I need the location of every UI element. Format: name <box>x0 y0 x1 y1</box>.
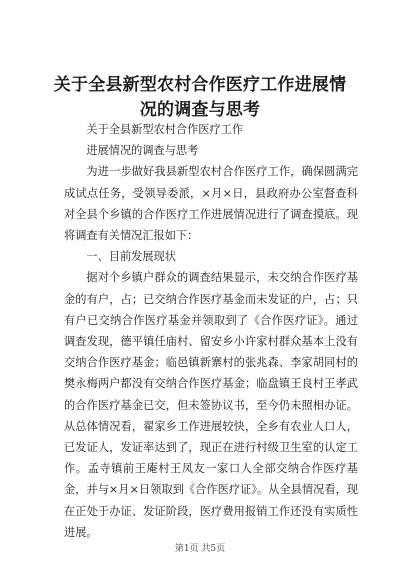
document-body <box>64 119 358 543</box>
body-paragraph: 据对个乡镇户群众的调查结果显示，未交纳合作医疗基金的有户，占；已交纳合作医疗基金而未发证的户，占；只有户已交纳合作医疗基金并领取到了《合作医疗证》。通过调查发现，德平镇任庙村、留安乡小许家村群众基本上没有交纳合作医疗基金；临邑镇新寨村的张兆森、李家胡同村的樊永梅两户都没有交纳合作医疗基金；临盘镇王良村王孝武的合作医疗基金已交，但未签协议书，至今仍未照相办证。从总体情况看，翟家乡工作进展较快，全乡有农业人口人，已发证人，发证率达到了，现正在进行村级卫生室的认定工作。孟寺镇前王庵村王凤友一家口人全部交纳合作医疗基金，并与×月×日领取到《合作医疗证》。从全县情况看，现在正处于办证、发证阶段，医疗费用报销工作还没有实质性进展。 <box>64 271 358 539</box>
subtitle-line-2: 进展情况的调查与思考 <box>86 144 199 158</box>
document-title: 关于全县新型农村合作医疗工作进展情况的调查与思考 <box>53 75 347 120</box>
section-heading: 一、目前发展现状 <box>86 250 176 264</box>
intro-paragraph: 为进一步做好我县新型农村合作医疗工作，确保圆满完成试点任务，受领导委派，×月×日，县政府办公室督查科对全县个乡镇的合作医疗工作进展情况进行了调查摸底。现将调查有关情况汇报如下： <box>64 165 358 243</box>
page-footer: 第1页 共5页 <box>174 544 226 554</box>
subtitle-line-1: 关于全县新型农村合作医疗工作 <box>86 123 244 136</box>
